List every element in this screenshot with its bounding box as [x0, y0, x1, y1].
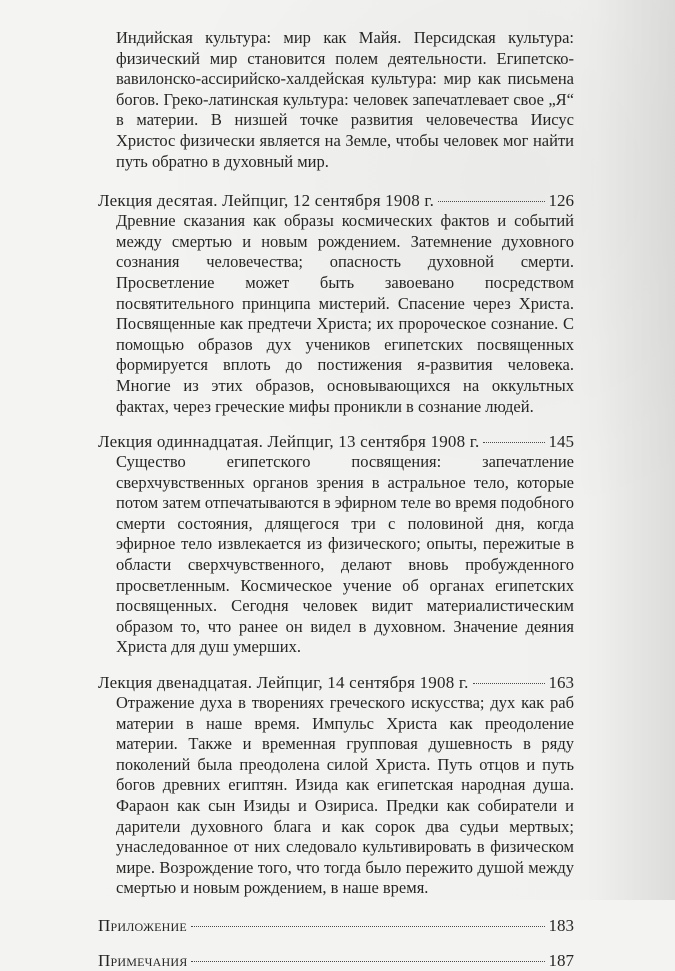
dot-leader	[473, 683, 545, 684]
toc-entry-page: 145	[548, 432, 574, 452]
toc-entry-title: Лекция одиннадцатая. Лейпциг, 13 сентября 1908 г.	[98, 432, 480, 452]
page-edge-shadow	[597, 0, 675, 900]
toc-entry-notes[interactable]	[98, 950, 574, 971]
toc-entry-description: Существо египетского посвящения: запечатление сверхчувственных органов зрения в астральное тело, которые потом затем отпечатываются в эфирном теле во время подобного смерти состояния, длящегося три с половиной дня, когда эфирное тело извлекается из физического; опыты, пережитые в области сверхчувственного, делают вновь пробужденного просветленным. Космическое учение об органах египетских посвященных. Сегодня человек видит материалистическим образом то, что ранее он видел в духовном. Значение деяния Христа для душ умерших.	[116, 452, 574, 657]
dot-leader	[191, 961, 544, 962]
spacer	[98, 899, 574, 915]
spacer	[98, 936, 574, 950]
toc-entry-appendix[interactable]	[98, 915, 574, 936]
toc-entry-page: 163	[548, 673, 574, 693]
toc-entry-title: Лекция десятая. Лейпциг, 12 сентября 1908 г.	[98, 191, 435, 211]
intro-paragraph: Индийская культура: мир как Майя. Персидская культура: физический мир становится полем деятельности. Египетско-вавилонско-ассирийско-халдейская культура: мир как письмена богов. Греко-латинская культура: человек запечатлевает свое „Я“ в материи. В низшей точке развития человечества Иисус Христос физически является на Земле, чтобы человек мог найти путь обратно в духовный мир.	[116, 28, 574, 171]
toc-entry-page: 187	[548, 950, 574, 970]
toc-entry-description: Древние сказания как образы космических фактов и событий между смертью и новым рождением. Затемнение духовного сознания человечества; опасность духовной смерти. Просветление может быть завоевано посредством посвятительного принципа мистерий. Спасение через Христа. Посвященные как предтечи Христа; их пророческое сознание. С помощью образов дух учеников египетских посвященных формируется вплоть до постижения я-развития человека. Многие из этих образов, основывающихся на оккультных фактах, через греческие мифы проникли в сознание людей.	[116, 211, 574, 416]
toc-entry-lecture-11[interactable]	[98, 431, 574, 452]
dot-leader	[191, 926, 545, 927]
table-of-contents	[98, 28, 574, 971]
spacer	[98, 417, 574, 431]
toc-entry-lecture-12[interactable]	[98, 672, 574, 693]
toc-entry-title: Примечания	[98, 950, 188, 970]
dot-leader	[438, 201, 544, 202]
toc-entry-lecture-10[interactable]	[98, 190, 574, 211]
spacer	[98, 172, 574, 190]
spacer	[98, 658, 574, 672]
toc-entry-description: Отражение духа в творениях греческого искусства; дух как раб материи в наше время. Импульс Христа как преодоление материи. Также и временная групповая душевность в ряду поколений была преодолена силой Христа. Путь отцов и путь богов древних египтян. Изида как египетская народная душа. Фараон как сын Изиды и Озириса. Предки как собиратели и дарители духовного блага и как сорок два судьи мертвых; унаследованное от них следовало культивировать в физическом мире. Возрождение того, что тогда было пережито душой между смертью и новым рождением, в наше время.	[116, 693, 574, 898]
toc-entry-page: 126	[548, 191, 574, 211]
dot-leader	[483, 442, 544, 443]
toc-entry-title: Лекция двенадцатая. Лейпциг, 14 сентября 1908 г.	[98, 673, 469, 693]
toc-entry-page: 183	[548, 915, 574, 935]
toc-entry-title: Приложение	[98, 915, 187, 935]
